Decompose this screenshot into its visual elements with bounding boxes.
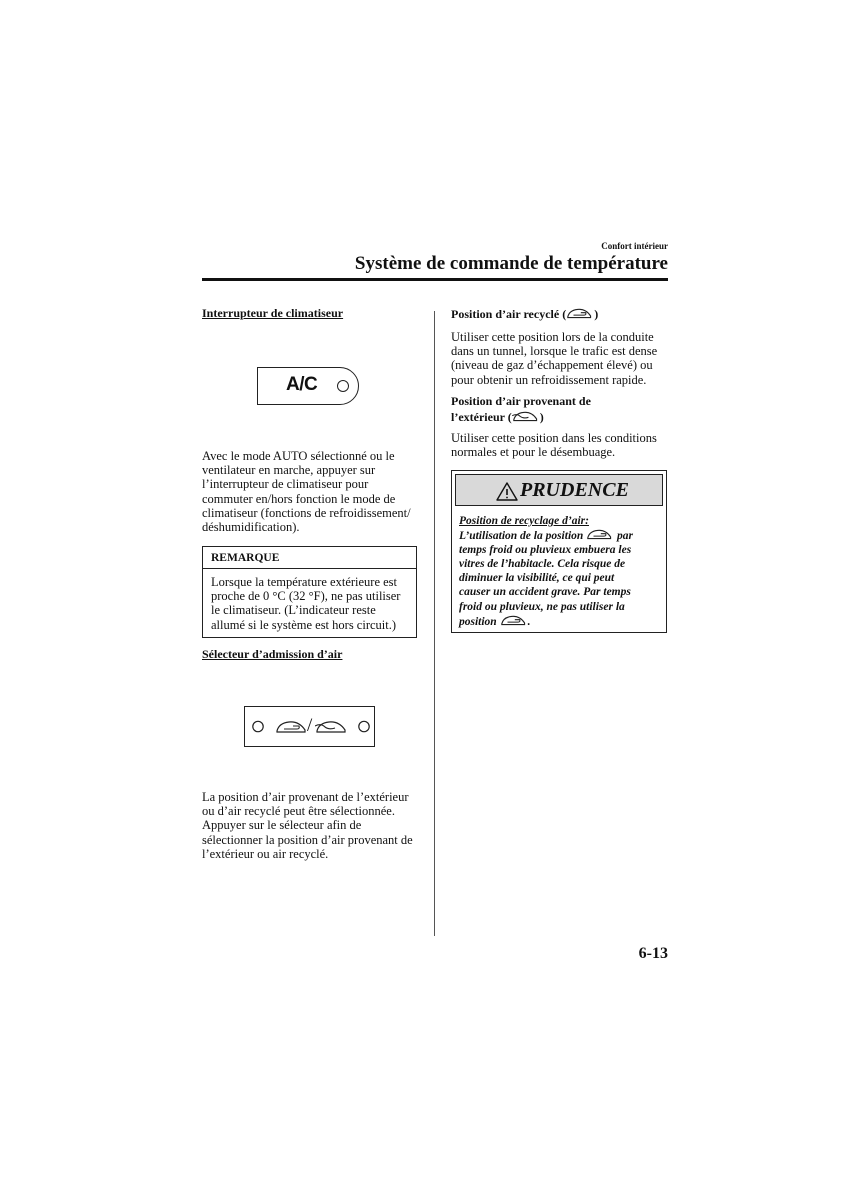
outside-air-icon bbox=[512, 410, 540, 423]
text-line: Utiliser cette position dans les conditions bbox=[451, 431, 657, 445]
text-line: . bbox=[527, 615, 531, 628]
note-title: REMARQUE bbox=[203, 547, 416, 569]
outside-heading-line2: l’extérieur ( bbox=[451, 410, 512, 424]
warning-header bbox=[455, 474, 663, 506]
note-body bbox=[211, 575, 411, 632]
text-line: Utiliser cette position lors de la conduite bbox=[451, 330, 654, 344]
outside-heading-line1: Position d’air provenant de bbox=[451, 394, 591, 408]
text-line: ou d’air recyclé peut être sélectionnée. bbox=[202, 804, 395, 819]
warning-triangle-icon bbox=[496, 482, 518, 501]
text-line: position bbox=[459, 615, 497, 628]
outside-air-icon bbox=[315, 719, 349, 735]
text-line: diminuer la visibilité, ce qui peut bbox=[459, 572, 615, 585]
text-line: causer un accident grave. Par temps bbox=[459, 586, 631, 599]
text-line: La position d’air provenant de l’extérieur bbox=[202, 790, 409, 804]
text-line: L’utilisation de la position bbox=[459, 530, 584, 543]
outside-paragraph bbox=[451, 431, 676, 459]
text-line: climatiseur (fonctions de refroidissement/ bbox=[202, 505, 411, 520]
recirc-heading bbox=[451, 306, 598, 322]
text-line: proche de 0 °C (32 °F), ne pas utiliser bbox=[211, 589, 401, 604]
outside-heading-close: ) bbox=[539, 410, 544, 424]
text-line: l’interrupteur de climatiseur pour bbox=[202, 477, 369, 492]
text-line: froid ou pluvieux, ne pas utiliser la bbox=[459, 600, 625, 613]
text-line: (niveau de gaz d’échappement élevé) ou bbox=[451, 358, 653, 373]
title-rule bbox=[202, 278, 668, 281]
section-label: Confort intérieur bbox=[601, 241, 668, 251]
ac-paragraph bbox=[202, 449, 427, 534]
text-line: vitres de l’habitacle. Cela risque de bbox=[459, 558, 626, 571]
text-line: Lorsque la température extérieure est bbox=[211, 575, 398, 589]
intake-paragraph bbox=[202, 790, 427, 861]
recirculation-icon bbox=[566, 307, 594, 320]
page-number: 6-13 bbox=[638, 945, 668, 962]
recirculation-icon bbox=[586, 528, 614, 541]
warning-box bbox=[451, 470, 667, 633]
text-line: temps froid ou pluvieux embuera les bbox=[459, 544, 632, 557]
warning-subtitle: Position de recyclage d’air: bbox=[459, 515, 589, 527]
text-line: ventilateur en marche, appuyer sur bbox=[202, 463, 376, 478]
recirc-heading-close: ) bbox=[594, 307, 599, 321]
intake-heading: Sélecteur d’admission d’air bbox=[202, 647, 343, 661]
text-line: l’extérieur ou air recyclé. bbox=[202, 846, 329, 861]
warning-body bbox=[459, 514, 659, 629]
recirc-heading-text: Position d’air recyclé ( bbox=[451, 307, 567, 321]
page-title: Système de commande de température bbox=[354, 253, 668, 274]
recirculation-icon bbox=[500, 614, 528, 627]
recirculation-icon bbox=[275, 719, 309, 735]
text-line: Avec le mode AUTO sélectionné ou le bbox=[202, 449, 395, 463]
recirc-paragraph bbox=[451, 330, 676, 387]
warning-title: PRUDENCE bbox=[520, 479, 629, 501]
ac-label: A/C bbox=[286, 374, 318, 395]
column-divider bbox=[434, 311, 435, 936]
intake-selector-illustration bbox=[244, 706, 375, 747]
text-line: dans un tunnel, lorsque le trafic est dense bbox=[451, 344, 658, 359]
text-line: le climatiseur. (L’indicateur reste bbox=[211, 603, 376, 618]
text-line: pour obtenir un refroidissement rapide. bbox=[451, 372, 647, 387]
note-box bbox=[202, 546, 417, 638]
text-line: commuter en/hors fonction le mode de bbox=[202, 491, 396, 506]
outside-heading bbox=[451, 393, 591, 425]
ac-heading: Interrupteur de climatiseur bbox=[202, 306, 344, 320]
indicator-led-icon bbox=[337, 380, 349, 392]
text-line: sélectionner la position d’air provenant de bbox=[202, 832, 413, 847]
ac-switch-illustration bbox=[257, 367, 359, 405]
text-line: par bbox=[617, 530, 634, 543]
text-line: allumé si le système est hors circuit.) bbox=[211, 617, 397, 632]
text-line: déshumidification). bbox=[202, 520, 300, 535]
intake-separator: / bbox=[307, 715, 313, 736]
text-line: normales et pour le désembuage. bbox=[451, 445, 616, 460]
text-line: Appuyer sur le sélecteur afin de bbox=[202, 818, 362, 833]
